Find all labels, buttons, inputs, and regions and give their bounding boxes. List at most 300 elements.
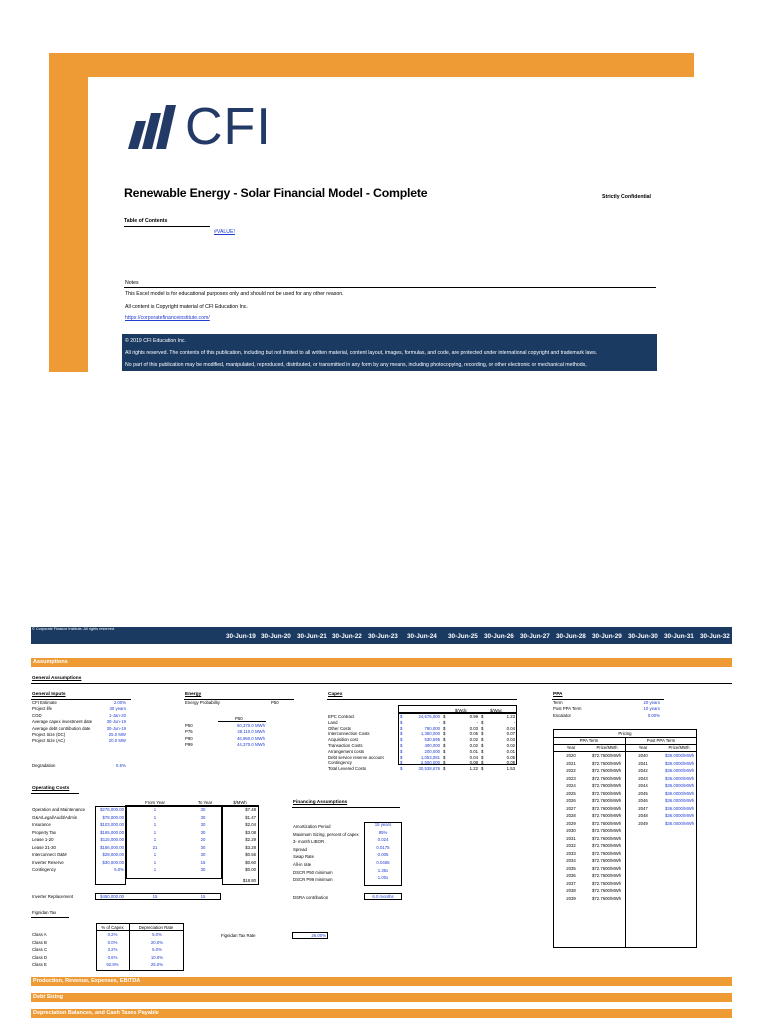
- op-row-from[interactable]: 21: [152, 844, 158, 850]
- pricing-year: 2024: [566, 783, 576, 788]
- section-bar-depreciation[interactable]: Depreciation Balances, and Cash Taxes Payable: [31, 1009, 732, 1018]
- tax-class-label: Class E: [32, 962, 47, 968]
- post-pricing-year: 2048: [638, 813, 648, 818]
- pricing-year: 2032: [566, 843, 576, 848]
- capex-row-label: Transaction Costs: [328, 743, 363, 748]
- capex-per-wac: 1.53: [506, 766, 515, 772]
- financing-value[interactable]: 1.35x: [377, 867, 389, 873]
- capex-amount[interactable]: 530,595: [424, 737, 440, 743]
- confidential-label: Strictly Confidential: [602, 194, 651, 200]
- op-row-from[interactable]: 1: [153, 829, 157, 835]
- timeline-date: 30-Jun-30: [628, 633, 658, 640]
- op-row-rate: $3.28: [245, 844, 256, 850]
- op-row-to[interactable]: 30: [200, 807, 206, 812]
- capex-currency: $: [443, 737, 446, 743]
- cfi-logo-mark-icon: [128, 105, 184, 151]
- capex-currency: $: [481, 737, 484, 743]
- inverter-replacement-from[interactable]: 15: [152, 894, 158, 899]
- op-row-to[interactable]: 30: [200, 822, 206, 827]
- op-row-to[interactable]: 30: [200, 829, 206, 835]
- op-row-from[interactable]: 1: [153, 822, 157, 827]
- pricing-year: 2026: [566, 798, 576, 803]
- post-pricing-year: 2042: [638, 768, 648, 773]
- capex-currency: $: [443, 760, 446, 766]
- timeline-date: 30-Jun-26: [484, 633, 514, 640]
- op-row-rate: $0.56: [245, 852, 256, 857]
- financing-label: Swap Rate: [293, 854, 315, 860]
- op-row-amount[interactable]: $28,000.00: [102, 852, 124, 857]
- capex-row-label: Arrangement costs: [328, 748, 365, 754]
- pricing-year: 2028: [566, 813, 576, 818]
- capex-per-wdc: 0.04: [469, 754, 478, 760]
- energy-row-value[interactable]: 44,370.0 MWh: [237, 742, 265, 748]
- capex-amount[interactable]: 2,500,000: [420, 760, 440, 766]
- financing-label: Spread: [293, 846, 307, 852]
- tax-class-pct[interactable]: 0.6%: [107, 954, 118, 960]
- general-input-label: Project Size (AC): [32, 738, 65, 744]
- pricing-price: $72.7600/MWh: [592, 835, 622, 841]
- op-row-from[interactable]: 1: [153, 807, 157, 812]
- timeline-date: 30-Jun-29: [592, 633, 622, 640]
- pricing-price: $72.7600/MWh: [592, 760, 622, 766]
- op-row-to[interactable]: 20: [200, 837, 206, 842]
- tax-class-dep[interactable]: 5.0%: [152, 947, 162, 953]
- capex-per-wdc: 1.22: [469, 766, 478, 772]
- capex-row-label: Land: [328, 719, 338, 725]
- ppa-year-header: Year: [566, 745, 576, 750]
- pricing-year: 2027: [566, 805, 576, 811]
- degradation-value[interactable]: 0.5%: [116, 763, 126, 768]
- capex-per-wac: 0.01: [506, 748, 515, 754]
- capex-currency: $: [481, 731, 484, 737]
- energy-col-header: P50: [235, 716, 243, 721]
- post-pricing-year: 2040: [638, 753, 648, 758]
- op-row-label: Inverter Reserve: [32, 859, 64, 865]
- pricing-price: $72.7600/MWh: [592, 798, 622, 803]
- general-input-label: Project life: [32, 706, 53, 712]
- pricing-year: 2036: [566, 873, 576, 878]
- note-1: This Excel model is for educational purposes only and should not be used for any other reason.: [125, 291, 344, 297]
- general-input-value[interactable]: 2.00%: [113, 700, 126, 705]
- post-pricing-price[interactable]: $36.0000/MWh: [665, 768, 695, 773]
- op-row-label: Lease 1-20: [32, 837, 54, 842]
- post-ppa-term-header: Post PPA Term: [646, 738, 676, 743]
- operating-costs-heading: Operating Costs: [32, 786, 70, 791]
- op-row-from[interactable]: 1: [153, 867, 157, 872]
- cfi-logo: [128, 98, 288, 156]
- capex-col-wdc: $/Wdc: [454, 708, 468, 713]
- general-input-value[interactable]: 30-Jun-19: [106, 719, 126, 725]
- op-col-from: From Year: [145, 800, 165, 805]
- capex-currency: $: [481, 714, 484, 719]
- financing-value[interactable]: 1.00x: [377, 875, 389, 881]
- capex-per-wdc: -: [476, 719, 478, 725]
- post-pricing-year: 2044: [638, 783, 648, 788]
- capex-currency: $: [400, 714, 403, 719]
- capex-per-wdc: 0.05: [469, 731, 478, 737]
- pricing-year: 2031: [566, 835, 576, 841]
- pricing-year: 2038: [566, 888, 576, 893]
- note-2: All content is Copyright material of CFI Education Inc.: [125, 304, 248, 310]
- degradation-label: Degradation: [32, 763, 56, 768]
- capex-currency: $: [400, 754, 403, 760]
- energy-probability-value[interactable]: P50: [271, 700, 279, 705]
- capex-per-wac: -: [513, 719, 515, 725]
- energy-row-label: P75: [185, 729, 193, 735]
- energy-row-value[interactable]: 46,960.0 MWh: [237, 735, 265, 741]
- op-row-rate: $7.48: [245, 807, 256, 812]
- op-row-label: Interconnect O&M: [32, 852, 67, 857]
- capex-currency: $: [400, 748, 403, 754]
- post-pricing-price[interactable]: $36.0000/MWh: [665, 798, 695, 803]
- pricing-price: $72.7600/MWh: [592, 820, 622, 826]
- post-year-header: Year: [638, 745, 648, 750]
- dsra-value[interactable]: 6.0 months: [372, 894, 394, 899]
- pricing-price: $72.7600/MWh: [592, 858, 622, 863]
- capex-amount[interactable]: 24,675,000: [418, 714, 440, 719]
- capex-currency: $: [400, 731, 403, 737]
- website-link[interactable]: https://corporatefinanceinstitute.com/: [125, 315, 210, 321]
- section-bar-assumptions[interactable]: Assumptions: [31, 658, 732, 667]
- capex-per-wdc: 0.02: [469, 737, 478, 743]
- capex-currency: $: [443, 754, 446, 760]
- capex-per-wdc: 0.08: [469, 760, 478, 766]
- capex-row-label: Debt service reserve account: [328, 754, 384, 760]
- pricing-year: 2035: [566, 865, 576, 871]
- timeline-date: 30-Jun-24: [407, 633, 437, 640]
- financing-label: Maximum Sizing, percent of capex: [293, 831, 359, 837]
- pricing-price: $72.7600/MWh: [592, 873, 622, 878]
- capex-currency: $: [400, 737, 403, 743]
- capex-amount[interactable]: 30,538,676: [418, 766, 440, 772]
- financing-label: DSCR P99 minimum: [293, 877, 333, 883]
- pricing-year: 2039: [566, 895, 576, 901]
- timeline-date: 30-Jun-27: [520, 633, 550, 640]
- ppa-price-header: Price/MWh: [596, 745, 618, 750]
- energy-probability-label: Energy Probability: [185, 700, 220, 705]
- logo-text: CFI: [185, 98, 272, 156]
- op-row-rate: $1.47: [245, 814, 256, 820]
- ppa-term-header: PPA Term: [579, 738, 599, 743]
- capex-row-label: EPC Contract: [328, 714, 355, 719]
- ppa-term-label: Post PPA Term: [553, 706, 582, 712]
- pricing-price: $72.7600/MWh: [592, 850, 622, 856]
- capex-currency: $: [481, 743, 484, 748]
- post-pricing-year: 2045: [638, 790, 648, 796]
- general-input-label: Project Size (DC): [32, 732, 66, 737]
- tax-col-pct: % of Capex: [101, 925, 124, 930]
- op-row-to[interactable]: 15: [200, 859, 206, 865]
- financing-value[interactable]: 15 years: [374, 822, 392, 827]
- tax-class-label: Class C: [32, 947, 48, 953]
- tax-class-dep[interactable]: 5.0%: [152, 932, 162, 937]
- pricing-year: 2021: [566, 760, 576, 766]
- financing-value[interactable]: 0.0175: [376, 844, 390, 850]
- capex-amount[interactable]: 780,000: [424, 725, 440, 731]
- pricing-price: $72.7600/MWh: [592, 843, 622, 848]
- op-col-to: To Year: [197, 800, 213, 805]
- general-input-value[interactable]: 1-Jan-20: [109, 712, 126, 718]
- financing-value[interactable]: 85%: [378, 829, 388, 835]
- capex-currency: $: [443, 743, 446, 748]
- capex-per-wdc: 0.02: [469, 743, 478, 748]
- op-row-amount[interactable]: $166,000.00: [100, 844, 124, 850]
- sheet-header: [31, 627, 732, 644]
- post-price-header: Price/MWh: [668, 745, 690, 750]
- capex-per-wac: 0.03: [506, 737, 515, 743]
- capex-per-wac: 0.07: [506, 731, 515, 737]
- pricing-price: $72.7600/MWh: [592, 888, 622, 893]
- general-inputs-heading: General Inputs: [32, 692, 66, 697]
- capex-currency: $: [481, 748, 484, 754]
- general-input-value[interactable]: 25.0 MW: [108, 732, 126, 737]
- timeline-date: 30-Jun-20: [261, 633, 291, 640]
- ppa-term-value[interactable]: 0.00%: [647, 712, 660, 718]
- pricing-year: 2037: [566, 880, 576, 886]
- financing-value[interactable]: 0.005: [377, 852, 389, 858]
- post-pricing-year: 2046: [638, 798, 648, 803]
- general-assumptions-heading: General Assumptions: [32, 676, 82, 681]
- inverter-replacement-label: Inverter Replacement: [32, 894, 74, 899]
- capex-col-wac: $/Wac: [489, 708, 503, 713]
- post-pricing-year: 2041: [638, 760, 648, 766]
- op-row-label: Property Tax: [32, 829, 57, 835]
- pricing-year: 2034: [566, 858, 576, 863]
- section-bar-production[interactable]: Production, Revenue, Expenses, EBITDA: [31, 977, 732, 986]
- ppa-term-label: Term: [553, 700, 563, 705]
- capex-currency: $: [481, 719, 484, 725]
- pricing-price: $72.7600/MWh: [592, 813, 622, 818]
- op-row-from[interactable]: 1: [153, 852, 157, 857]
- tax-class-label: Class D: [32, 954, 48, 960]
- pricing-year: 2020: [566, 753, 576, 758]
- tax-class-label: Class B: [32, 939, 47, 945]
- energy-row-value[interactable]: 60,370.0 MWh: [237, 723, 265, 728]
- energy-row-label: P50: [185, 723, 193, 728]
- capex-row-label: Contingency: [328, 760, 352, 766]
- capex-currency: $: [400, 766, 403, 772]
- legal-line-1: © 2019 CFI Education Inc.: [125, 338, 186, 344]
- capex-currency: $: [443, 714, 446, 719]
- energy-row-label: P90: [185, 735, 193, 741]
- op-row-amount[interactable]: $115,000.00: [100, 837, 124, 842]
- capex-amount[interactable]: 1,053,081: [420, 754, 440, 760]
- capex-amount[interactable]: -: [438, 719, 440, 725]
- op-row-amount[interactable]: $165,000.00: [100, 829, 124, 835]
- pricing-year: 2023: [566, 775, 576, 781]
- post-pricing-price[interactable]: $36.0000/MWh: [665, 783, 695, 788]
- pricing-year: 2030: [566, 828, 576, 833]
- op-row-amount[interactable]: $276,000.00: [100, 807, 124, 812]
- general-input-value[interactable]: 30 years: [109, 706, 126, 712]
- capex-row-label: Total Levered Costs: [328, 766, 366, 772]
- timeline-date: 30-Jun-22: [332, 633, 362, 640]
- pricing-price: $72.7600/MWh: [592, 805, 622, 811]
- op-row-rate: $2.04: [245, 822, 256, 827]
- pricing-price: $72.7600/MWh: [592, 775, 622, 781]
- pricing-price: $72.7600/MWh: [592, 895, 622, 901]
- capex-per-wac: 0.05: [506, 754, 515, 760]
- financing-label: DSCR P50 minimum: [293, 869, 333, 875]
- op-total-rate: $18.80: [242, 878, 256, 883]
- financing-heading: Financing Assumptions: [293, 800, 348, 805]
- capex-per-wac: 0.04: [506, 725, 515, 731]
- timeline-date: 30-Jun-25: [448, 633, 478, 640]
- financing-value[interactable]: 0.024: [377, 837, 389, 843]
- tax-class-dep[interactable]: 20.0%: [150, 939, 164, 945]
- capex-row-label: Interconnection Costs: [328, 731, 370, 737]
- financing-value[interactable]: 0.0465: [376, 860, 390, 865]
- post-pricing-year: 2047: [638, 805, 648, 811]
- dsra-label: DSRA contribution: [293, 895, 329, 900]
- op-row-to[interactable]: 30: [200, 844, 206, 850]
- tax-class-pct[interactable]: 92.8%: [106, 962, 119, 968]
- capex-currency: $: [400, 760, 403, 766]
- post-pricing-price[interactable]: $36.0000/MWh: [665, 805, 695, 811]
- op-row-to[interactable]: 30: [200, 852, 206, 857]
- legal-box: [122, 334, 657, 371]
- capex-amount[interactable]: 1,350,000: [420, 731, 440, 737]
- timeline-date: 30-Jun-31: [664, 633, 694, 640]
- inverter-replacement-to[interactable]: 15: [200, 894, 206, 899]
- timeline-date: 30-Jun-28: [556, 633, 586, 640]
- capex-currency: $: [481, 725, 484, 731]
- financing-label: All-in rate: [293, 862, 312, 867]
- capex-currency: $: [400, 719, 403, 725]
- timeline-date: 30-Jun-19: [226, 633, 256, 640]
- tax-class-pct[interactable]: 0.0%: [107, 939, 118, 945]
- post-pricing-year: 2043: [638, 775, 648, 781]
- tax-rate-label: Fignidan Tax Rate: [221, 933, 256, 938]
- op-row-label: Insurance: [32, 822, 51, 827]
- op-col-rate: $/MWh: [233, 800, 247, 805]
- ppa-term-label: Escalator: [553, 712, 571, 718]
- op-row-to[interactable]: 30: [200, 867, 206, 872]
- energy-row-label: P99: [185, 742, 193, 748]
- op-row-rate: $2.29: [245, 837, 256, 842]
- op-row-label: Operation and Maintenance: [32, 807, 86, 812]
- pricing-price: $72.7600/MWh: [592, 768, 622, 773]
- post-pricing-price[interactable]: $36.0000/MWh: [665, 753, 695, 758]
- capex-row-label: Acquisition cost: [328, 737, 358, 743]
- financing-label: 3- month LIBOR: [293, 839, 325, 845]
- op-row-from[interactable]: 1: [153, 859, 157, 865]
- capex-amount[interactable]: 400,000: [424, 743, 440, 748]
- general-input-value[interactable]: 30-Jun-19: [106, 725, 126, 731]
- post-pricing-price[interactable]: $36.0000/MWh: [665, 790, 695, 796]
- tax-class-dep[interactable]: 25.0%: [150, 962, 164, 968]
- op-row-amount[interactable]: 5.0%: [114, 867, 124, 872]
- capex-currency: $: [443, 719, 446, 725]
- pricing-price: $72.7600/MWh: [592, 783, 622, 788]
- pricing-title: Pricing: [618, 731, 632, 736]
- tax-col-dep: Depreciation Rate: [138, 925, 174, 930]
- pricing-year: 2029: [566, 820, 576, 826]
- op-row-rate: $0.00: [245, 867, 256, 872]
- tax-class-pct[interactable]: 3.2%: [107, 947, 118, 953]
- timeline-date: 30-Jun-23: [368, 633, 398, 640]
- pricing-year: 2022: [566, 768, 576, 773]
- op-row-amount[interactable]: $103,000.00: [100, 822, 124, 827]
- timeline-date: 30-Jun-32: [700, 633, 730, 640]
- pricing-price: $72.7600/MWh: [592, 880, 622, 886]
- general-input-label: COD: [32, 712, 42, 718]
- capex-per-wdc: 0.03: [469, 725, 478, 731]
- post-pricing-price[interactable]: $36.0000/MWh: [665, 820, 695, 826]
- op-row-rate: $0.60: [245, 859, 256, 865]
- tax-class-pct[interactable]: 0.2%: [107, 932, 118, 937]
- capex-per-wac: 0.02: [506, 743, 515, 748]
- tax-class-dep[interactable]: 10.0%: [150, 954, 164, 960]
- cover-frame-left: [49, 53, 88, 372]
- section-bar-debt[interactable]: Debt Sizing: [31, 993, 732, 1002]
- pricing-price: $72.7600/MWh: [592, 790, 622, 796]
- capex-currency: $: [443, 731, 446, 737]
- cover-frame: [49, 53, 694, 77]
- op-row-from[interactable]: 1: [153, 814, 157, 820]
- sheet-copyright: © Corporate Finance Institute. All rights reserved.: [32, 627, 115, 631]
- post-pricing-price[interactable]: $36.0000/MWh: [665, 813, 695, 818]
- op-row-label: Contingency: [32, 867, 56, 872]
- post-pricing-year: 2049: [638, 820, 648, 826]
- financing-label: Amortization Period: [293, 824, 331, 829]
- op-row-from[interactable]: 1: [153, 837, 157, 842]
- op-row-label: Lease 21-30: [32, 844, 56, 850]
- capex-per-wdc: 0.99: [469, 714, 478, 719]
- page-title: Renewable Energy - Solar Financial Model - Complete: [124, 186, 428, 200]
- general-input-label: CFI Estimate: [32, 700, 57, 705]
- capex-per-wac: 0.08: [506, 760, 515, 766]
- notes-heading: Notes: [125, 280, 139, 286]
- capex-per-wdc: 0.01: [469, 748, 478, 754]
- capex-per-wac: 1.23: [506, 714, 515, 719]
- general-input-label: Average capex investment date: [32, 719, 93, 725]
- inverter-replacement-amount[interactable]: $450,000.00: [100, 894, 124, 899]
- capex-currency: $: [400, 725, 403, 731]
- energy-heading: Energy: [185, 692, 202, 697]
- op-row-amount[interactable]: $30,000.00: [102, 859, 124, 865]
- post-pricing-price[interactable]: $36.0000/MWh: [665, 760, 695, 766]
- op-row-label: G&A/Legal/Audit/Admin: [32, 814, 78, 820]
- toc-link[interactable]: #VALUE!: [214, 229, 235, 235]
- op-row-to[interactable]: 30: [200, 814, 206, 820]
- legal-line-2: All rights reserved. The contents of this publication, including but not limited to all written material, content layout, images, formulas, and code, are protected under international copyright and trademark laws.: [125, 350, 598, 356]
- capex-currency: $: [400, 743, 403, 748]
- tax-heading: Fignidan Tax: [32, 910, 57, 915]
- capex-currency: $: [481, 754, 484, 760]
- energy-row-value[interactable]: 49,110.0 MWh: [237, 729, 265, 735]
- capex-currency: $: [443, 748, 446, 754]
- ppa-term-value[interactable]: 10 years: [643, 706, 660, 712]
- general-input-label: Average debt contribution date: [32, 725, 91, 731]
- pricing-year: 2033: [566, 850, 576, 856]
- op-row-rate: $3.08: [245, 829, 256, 835]
- ppa-term-value[interactable]: 20 years: [643, 700, 660, 705]
- capex-amount[interactable]: 200,000: [424, 748, 440, 754]
- timeline-date: 30-Jun-21: [297, 633, 327, 640]
- general-input-value[interactable]: 20.0 MW: [108, 738, 126, 744]
- post-pricing-price[interactable]: $36.0000/MWh: [665, 775, 695, 781]
- legal-line-3: No part of this publication may be modified, manipulated, reproduced, distributed, or transmitted in any form by any means, including photocopying, recording, or other electronic or mechanical methods,: [125, 362, 587, 368]
- capex-currency: $: [443, 766, 446, 772]
- op-row-amount[interactable]: $78,000.00: [102, 814, 124, 820]
- toc-heading: Table of Contents: [124, 218, 168, 224]
- pricing-price: $72.7600/MWh: [592, 865, 622, 871]
- capex-currency: $: [481, 766, 484, 772]
- tax-class-label: Class A: [32, 932, 47, 937]
- tax-rate-value[interactable]: 26.00%: [311, 933, 326, 938]
- ppa-heading: PPA: [553, 692, 563, 697]
